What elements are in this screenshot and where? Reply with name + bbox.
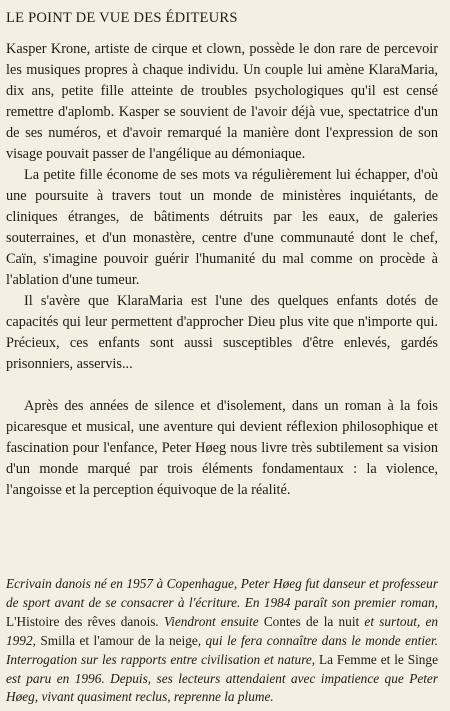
bio-title-1: L'Histoire des rêves danois (6, 613, 156, 629)
bio-title-2: Contes de la nuit (263, 613, 360, 629)
bio-text-3: et surtout, en 1992, (6, 613, 438, 648)
bio-text-4: , qui le fera connaître dans le monde entier. Interrogation sur les rapports entre civilisation et nature, (6, 632, 438, 667)
bio-text-5: est paru en 1996. Depuis, ses lecteurs attendaient avec impatience que Peter Høeg, vivant quasiment reclus, reprenne la plume. (6, 670, 438, 705)
paragraph-gap (6, 375, 438, 396)
paragraph-commentary: Après des années de silence et d'isolement, dans un roman à la fois picaresque et musical, une aventure qui devient réflexion philosophique et fascination pour l'enfance, Peter Høeg nous livre très subtilement sa vision d'un monde marqué par trois éléments fondamentaux : la violence, l'angoisse et la perception équivoque de la réalité. (6, 398, 438, 498)
bio-title-4: La Femme et le Singe (319, 651, 438, 667)
paragraph-synopsis-3: Il s'avère que KlaraMaria est l'une des quelques enfants dotés de capacités qui leur permettent d'approcher Dieu plus vite que n'importe qui. Précieux, ces enfants sont aussi susceptibles d'être enlevés, gardés prisonniers, asservis... (6, 293, 438, 372)
paragraph-synopsis-2: La petite fille économe de ses mots va régulièrement lui échapper, d'où une poursuite à travers tout un monde de ministères inquiétants, de cliniques étranges, de bâtiments détruits par les eaux, de galeries souterraines, et d'un monastère, centre d'une communauté dont le chef, Caïn, s'imagine pouvoir guérir l'humanité du mal comme on procède à l'ablation d'une tumeur. (6, 167, 438, 288)
bio-text-1: Ecrivain danois né en 1957 à Copenhague, Peter Høeg fut danseur et professeur de sport avant de se consacrer à l'écriture. En 1984 paraît son premier roman, (6, 576, 438, 610)
section-heading: LE POINT DE VUE DES ÉDITEURS (6, 10, 238, 26)
bio-text-2: . Viendront ensuite (155, 613, 264, 629)
paragraph-synopsis-1: Kasper Krone, artiste de cirque et clown, possède le don rare de percevoir les musiques propres à chaque individu. Un couple lui amène KlaraMaria, dix ans, petite fille atteinte de troubles psychologiques qu'il est censé remettre d'aplomb. Kasper se souvient de l'avoir déjà vue, spectatrice d'un de ses numéros, et d'avoir remarqué la manière dont l'expression de son visage pouvait passer de l'angélique au démoniaque. (6, 41, 438, 162)
author-bio (6, 575, 438, 707)
bio-title-3: Smilla et l'amour de la neige (40, 632, 198, 648)
